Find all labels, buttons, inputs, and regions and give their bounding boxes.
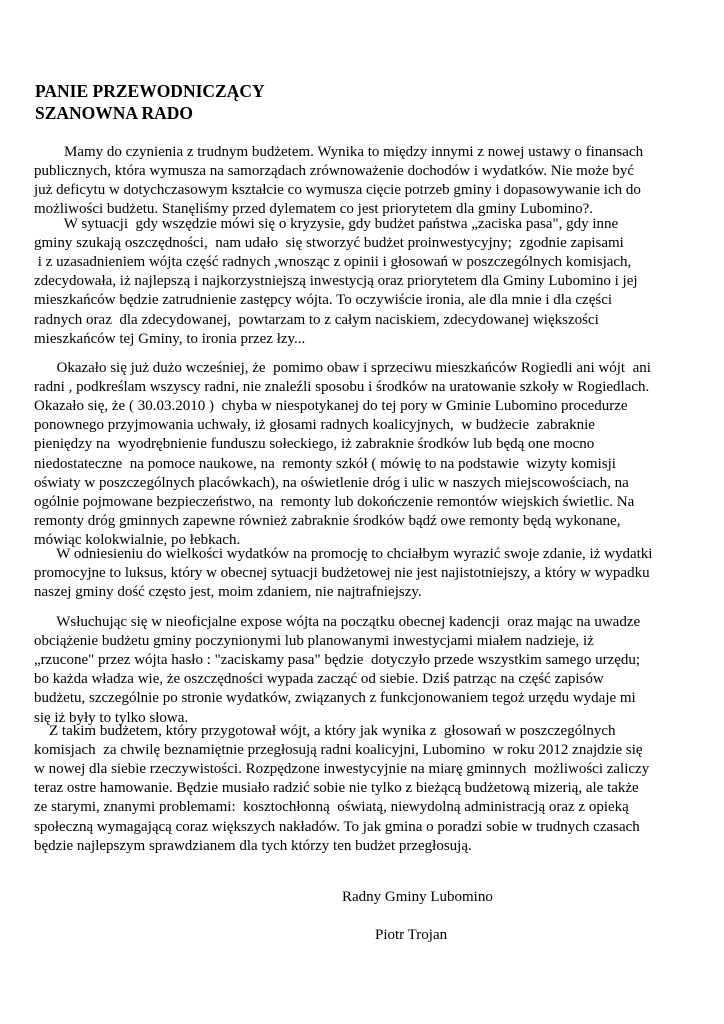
- paragraph-2-line: W sytuacji gdy wszędzie mówi się o kryzysie, gdy budżet państwa „zaciska pasa", gdy inne: [34, 216, 619, 232]
- paragraph-3-line: ponownego przyjmowania uchwały, iż głosami radnych koalicyjnych, w budżecie zabraknie: [34, 417, 595, 434]
- paragraph-3-line: niedostateczne na pomoce naukowe, na remonty szkół ( mówię to na podstawie wizyty komisji: [34, 455, 616, 472]
- signature-title: Radny Gminy Lubomino: [342, 889, 493, 905]
- signature-name: Piotr Trojan: [375, 927, 448, 943]
- paragraph-6-line: komisjach za chwilę beznamiętnie przegłosują radni koalicyjni, Lubomino w roku 2012 znajdzie się: [34, 742, 643, 759]
- paragraph-5-line: „rzucone" przez wójta hasło : "zaciskamy pasa" będzie dotyczyło przede wszystkim samego urzędu;: [34, 652, 641, 669]
- paragraph-4-line: naszej gminy dość często jest, moim zdaniem, nie najtrafniejszy.: [34, 584, 422, 601]
- paragraph-6-line: Z takim budżetem, który przygotował wójt, a który jak wynika z głosowań w poszczególnych: [34, 723, 616, 739]
- paragraph-3-line: remonty dróg gminnych zapewne również zabraknie środków bądź owe remonty będą wykonane,: [34, 512, 621, 529]
- paragraph-1-line: już deficytu w dotychczasowym kształcie co wymusza cięcie potrzeb gminy i dopasowywanie ich do: [34, 182, 641, 199]
- paragraph-5-line: Wsłuchując się w nieoficjalne expose wójta na początku obecnej kadencji oraz mając na uwadze: [34, 614, 641, 630]
- paragraph-2-line: mieszkańców będzie zatrudnienie zastępcy wójta. To oczywiście ironia, ale dla mnie i dla części: [34, 292, 613, 309]
- paragraph-1-line: Mamy do czynienia z trudnym budżetem. Wynika to między innymi z nowej ustawy o finansach: [34, 144, 644, 160]
- paragraph-3-line: mówiąc kolokwialnie, po łebkach.: [34, 531, 241, 548]
- paragraph-3-line: pieniędzy na wyodrębnienie funduszu sołeckiego, iż zabraknie środków lub będą one mocno: [34, 436, 595, 453]
- paragraph-4-line: W odniesieniu do wielkości wydatków na promocję to chciałbym wyrazić swoje zdanie, iż wydatki: [34, 546, 653, 562]
- paragraph-5-line: budżetu, szczególnie po stronie wydatków, związanych z funkcjonowaniem tegoż urzędu wydaje mi: [34, 690, 636, 707]
- paragraph-3-line: ogólnie pojmowane bezpieczeństwo, na remonty lub dokończenie remontów wiejskich świetlic. Na: [34, 493, 635, 510]
- paragraph-4-line: promocyjne to luksus, który w obecnej sytuacji budżetowej nie jest najistotniejszy, a który w wypadku: [34, 565, 650, 582]
- paragraph-5-line: obciążenie budżetu gminy poczynionymi lub planowanymi inwestycjami miałem nadzieje, iż: [34, 633, 594, 650]
- heading-line-1: PANIE PRZEWODNICZĄCY: [35, 81, 265, 101]
- paragraph-5-line: bo każda władza wie, że oszczędności wypada zacząć od siebie. Dziś patrząc na część zapisów: [34, 671, 604, 688]
- paragraph-3-line: Okazało się, że ( 30.03.2010 ) chyba w niespotykanej do tej pory w Gminie Lubomino procedurze: [34, 398, 628, 415]
- paragraph-1-line: możliwości budżetu. Stanęliśmy przed dylematem co jest priorytetem dla gminy Lubomino?.: [34, 201, 594, 218]
- paragraph-2-line: zdecydowała, iż najlepszą i najkorzystniejszą inwestycją oraz priorytetem dla Gminy Lubomino i jej: [34, 273, 638, 290]
- heading-line-2: SZANOWNA RADO: [35, 103, 194, 123]
- paragraph-3-line: radni , podkreślam wszyscy radni, nie znaleźli sposobu i środków na uratowanie szkoły w Rogiedlach.: [34, 379, 650, 396]
- paragraph-2-line: i z uzasadnieniem wójta część radnych ,wnosząc z opinii i głosowań w poszczególnych komisjach,: [34, 254, 632, 271]
- paragraph-2-line: radnych oraz dla zdecydowanej, powtarzam to z całym naciskiem, zdecydowanej większości: [34, 311, 599, 328]
- paragraph-3-line: Okazało się już dużo wcześniej, że pomimo obaw i sprzeciwu mieszkańców Rogiedli ani wójt ani: [34, 360, 651, 376]
- paragraph-6-line: teraz ostre hamowanie. Będzie musiało radzić sobie nie tylko z bieżącą budżetową mizerią, ale także: [34, 780, 639, 797]
- paragraph-3-line: oświaty w poszczególnych placówkach), na oświetlenie dróg i ulic w naszych miejscowościach, na: [34, 474, 629, 491]
- paragraph-2-line: gminy szukają oszczędności, nam udało się stworzyć budżet proinwestycyjny; zgodnie zapisami: [34, 235, 624, 252]
- paragraph-2-line: mieszkańców tej Gminy, to ironia przez łzy...: [34, 330, 306, 347]
- paragraph-6-line: będzie najlepszym sprawdzianem dla tych którzy ten budżet przegłosują.: [34, 837, 472, 854]
- paragraph-6-line: w nowej dla siebie rzeczywistości. Rozpędzone inwestycyjnie na miarę gminnych możliwości zaliczy: [34, 761, 650, 778]
- paragraph-5-line: się iż były to tylko słowa.: [34, 709, 189, 726]
- paragraph-6-line: ze starymi, znanymi problemami: kosztochłonną oświatą, niewydolną administracją oraz z opieką: [34, 799, 629, 816]
- paragraph-6-line: społeczną wymagającą coraz większych nakładów. To jak gmina o poradzi sobie w trudnych czasach: [34, 818, 640, 835]
- paragraph-1-line: publicznych, która wymusza na samorządach zrównoważenie dochodów i wydatków. Nie może być: [34, 163, 635, 180]
